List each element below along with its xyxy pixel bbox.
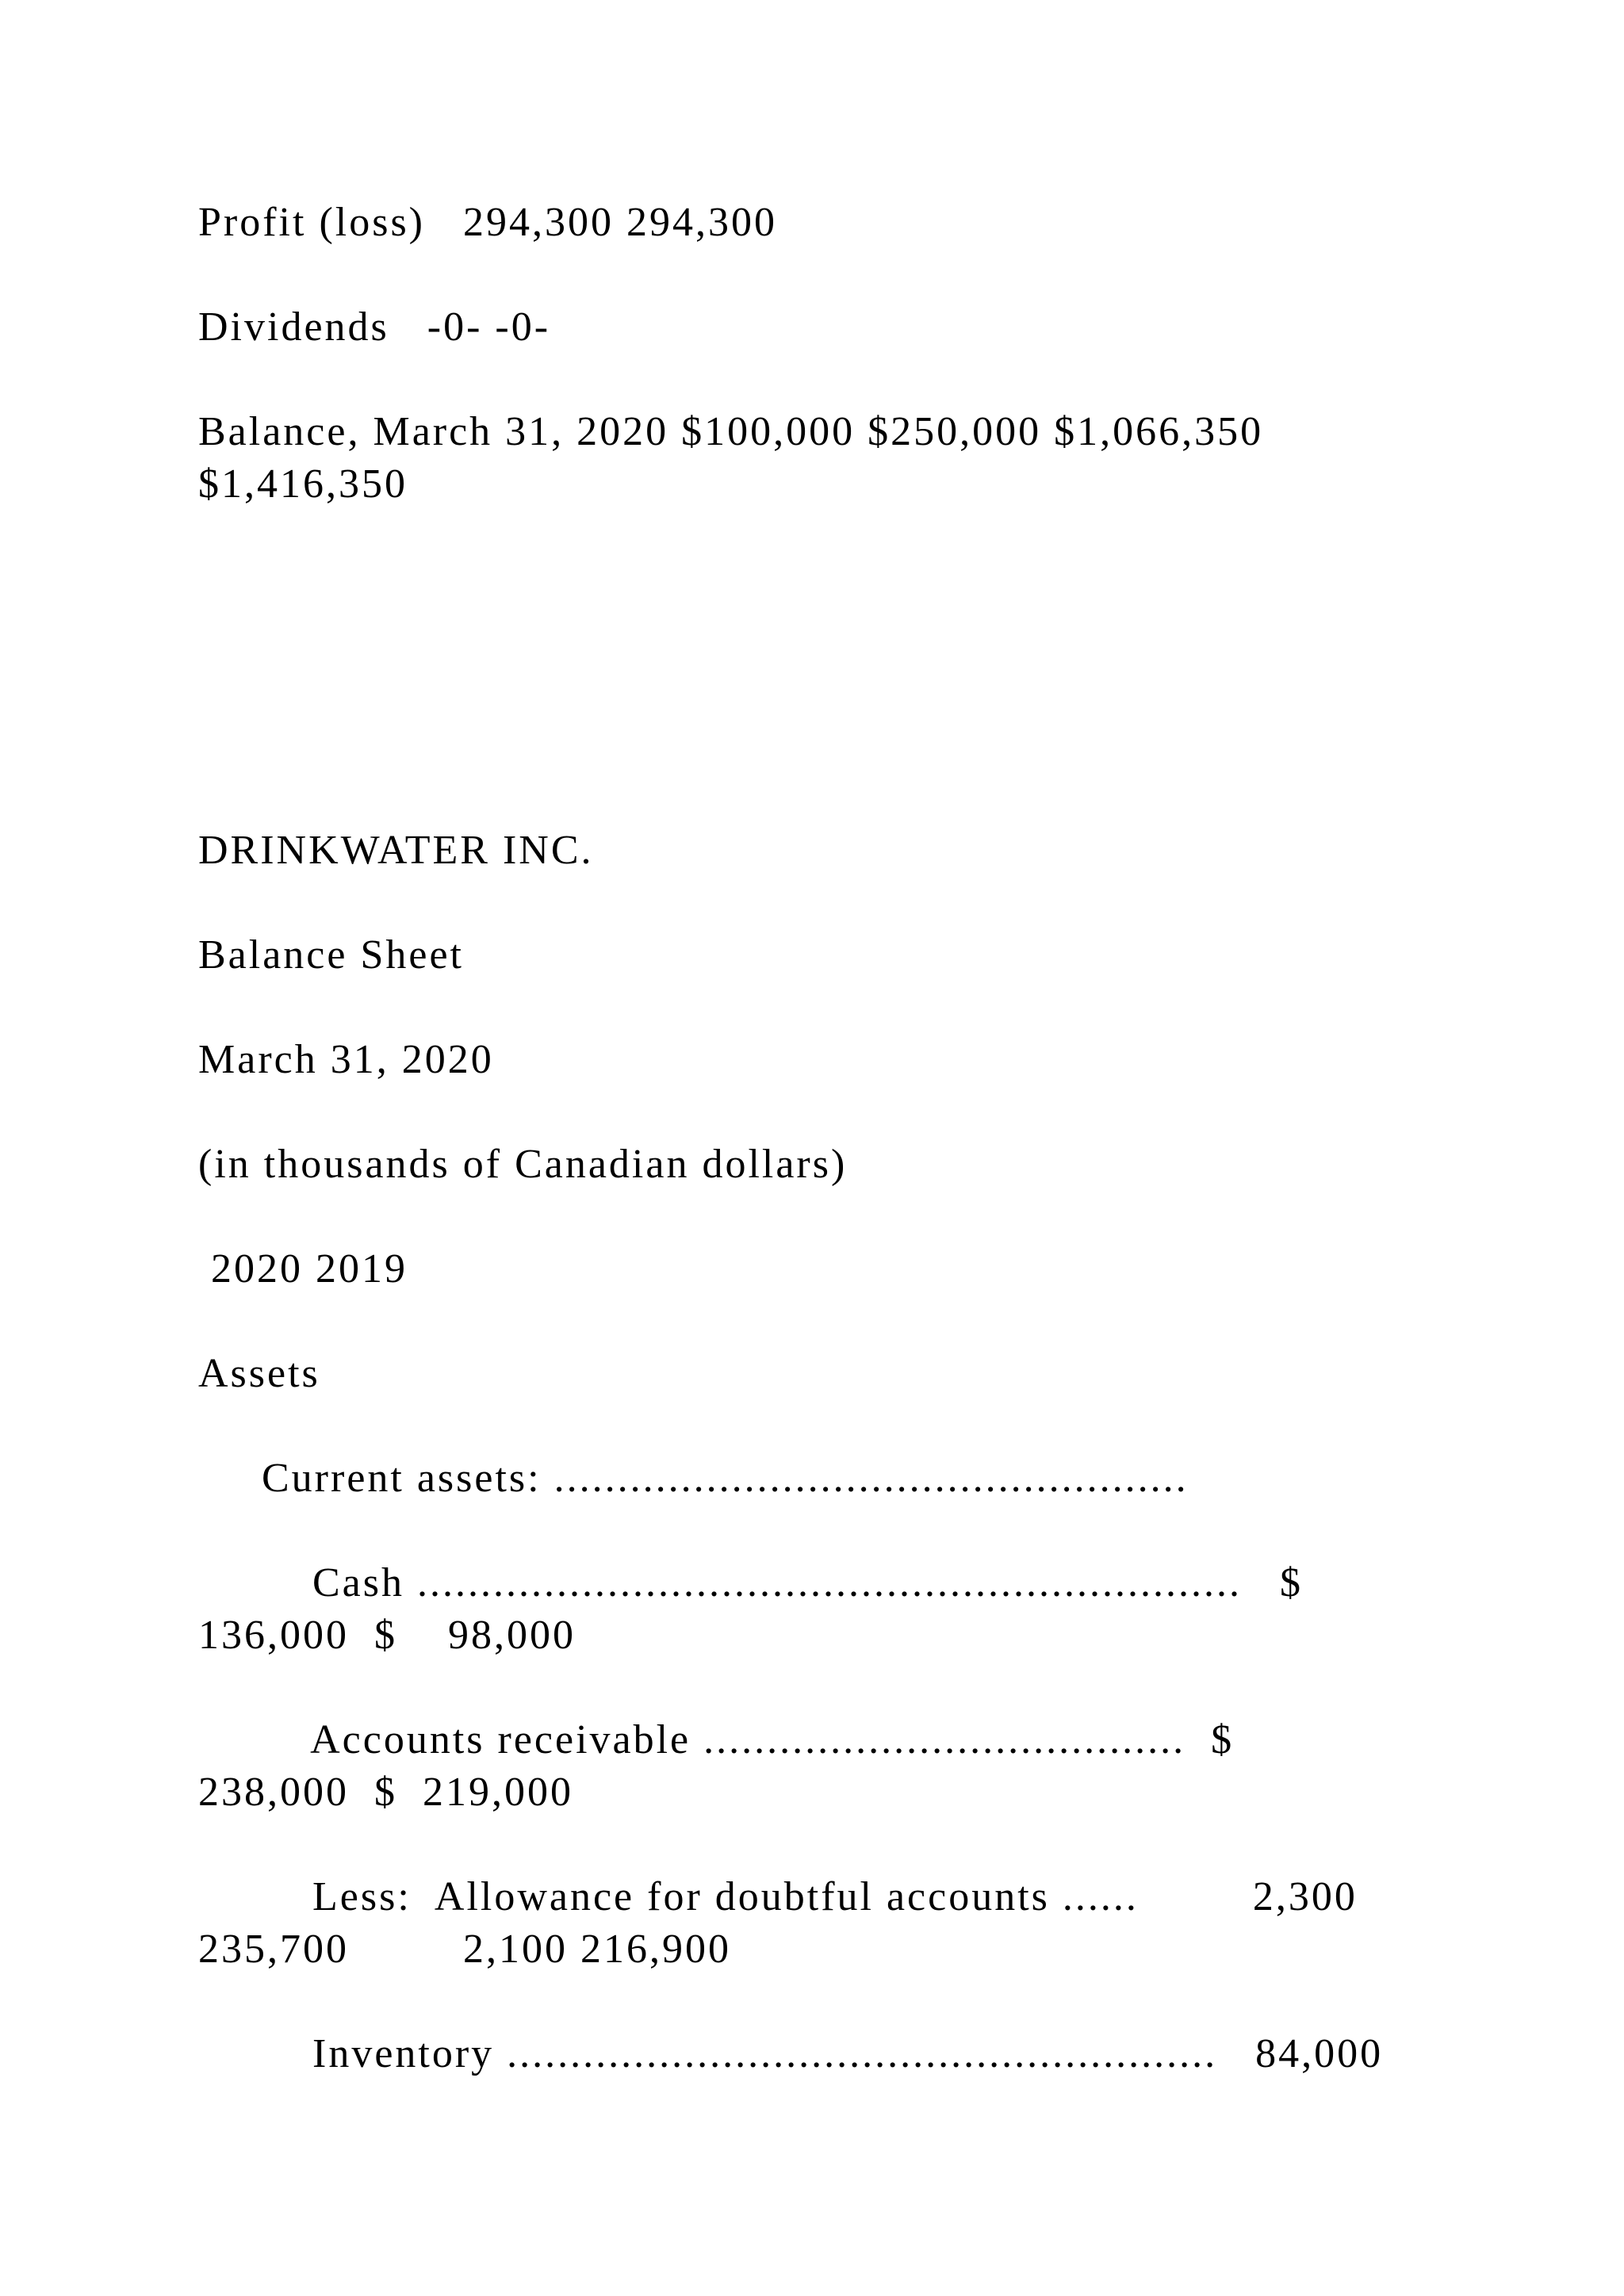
accounts-receivable-line-continued: 238,000 $ 219,000 xyxy=(198,1770,573,1815)
cash-line-continued: 136,000 $ 98,000 xyxy=(198,1613,576,1658)
cash-line: Cash ................................................................. $ xyxy=(198,1560,1303,1605)
inventory-line: Inventory ........................................................ 84,000 xyxy=(198,2031,1384,2076)
allowance-line-continued: 235,700 2,100 216,900 xyxy=(198,1927,731,1972)
balance-line: Balance, March 31, 2020 $100,000 $250,000 $1,066,350 xyxy=(198,409,1264,454)
balance-line-continued: $1,416,350 xyxy=(198,461,408,507)
statement-title: Balance Sheet xyxy=(198,932,464,978)
allowance-line: Less: Allowance for doubtful accounts ...... 2,300 xyxy=(198,1874,1358,1919)
current-assets-heading: Current assets: .................................................. xyxy=(198,1456,1189,1501)
dividends-line: Dividends -0- -0- xyxy=(198,304,551,350)
profit-loss-line: Profit (loss) 294,300 294,300 xyxy=(198,200,777,245)
year-headers: 2020 2019 xyxy=(198,1246,408,1292)
accounts-receivable-line: Accounts receivable ...................................... $ xyxy=(198,1717,1235,1762)
statement-date: March 31, 2020 xyxy=(198,1037,494,1082)
assets-heading: Assets xyxy=(198,1351,320,1396)
company-name: DRINKWATER INC. xyxy=(198,828,594,873)
currency-units: (in thousands of Canadian dollars) xyxy=(198,1142,848,1187)
